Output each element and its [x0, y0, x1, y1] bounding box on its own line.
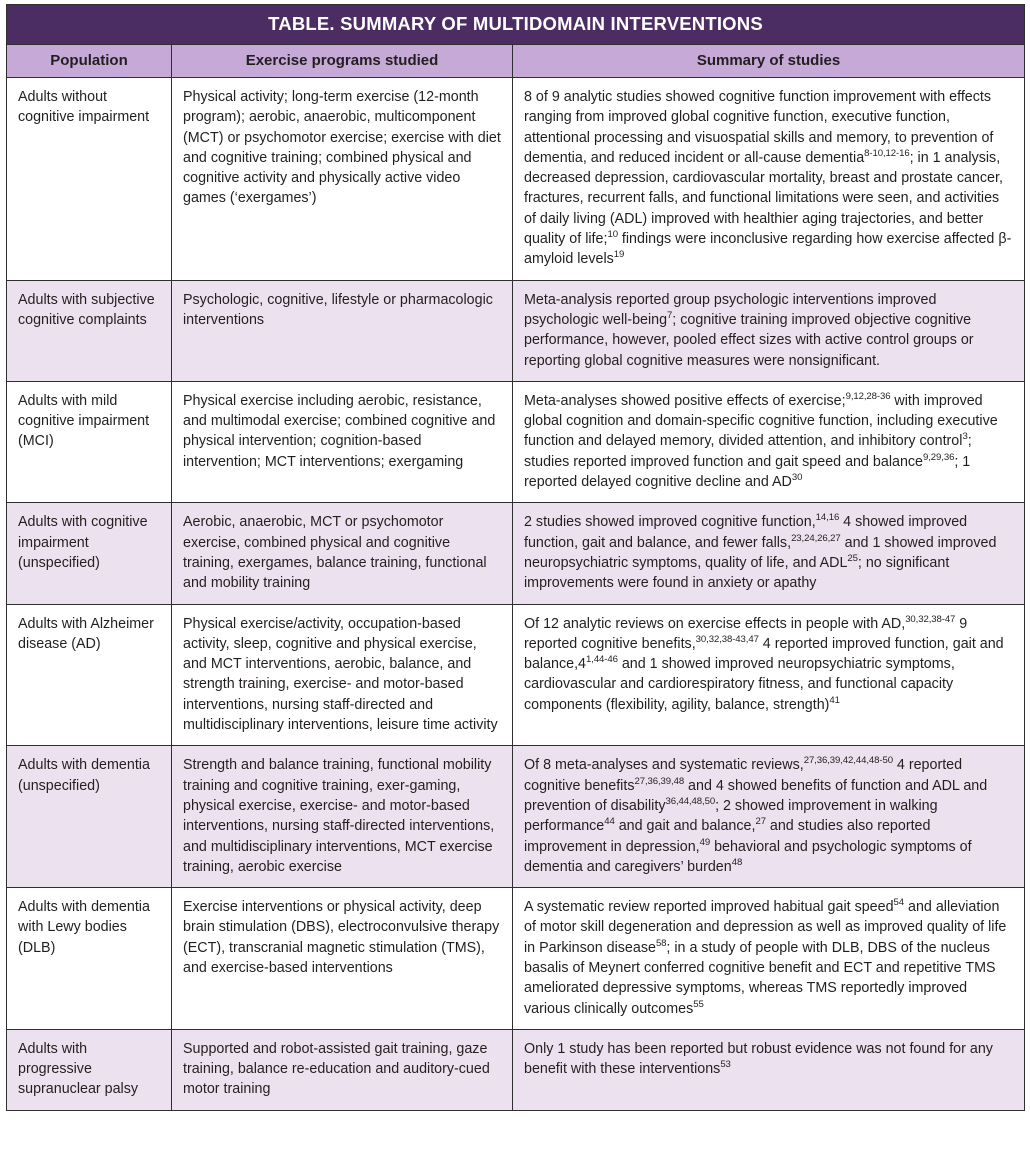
- reference-superscript: 30,32,38-43,47: [695, 634, 759, 646]
- reference-superscript: 48: [731, 857, 743, 869]
- reference-superscript: 19: [613, 249, 625, 261]
- cell-summary: Of 12 analytic reviews on exercise effects in people with AD,$^{30,32,38-47}$ 9 reported cognitive benefits,$^{30,32,38-43,47}$ 4 reported improved function, gait and balance,4$^{1,44-46}$ and 1 showed improved neuropsychiatric symptoms, cardiovascular and cardiorespiratory fitness, and functional capacity components (flexibility, agility, balance, strength)$^{41}$: [513, 604, 1025, 746]
- table-row: [7, 746, 1025, 888]
- cell-population: Adults with dementia with Lewy bodies (DLB): [7, 888, 172, 1030]
- column-header-summary: Summary of studies: [513, 45, 1025, 78]
- cell-exercise-programs: Physical exercise including aerobic, resistance, and multimodal exercise; combined cognitive and physical intervention; cognition-based intervention; MCT interventions; exergaming: [172, 381, 513, 502]
- table-row: [7, 604, 1025, 746]
- cell-population: Adults with dementia (unspecified): [7, 746, 172, 888]
- cell-summary: Of 8 meta-analyses and systematic reviews,$^{27,36,39,42,44,48-50}$ 4 reported cognitive benefits$^{27,36,39,48}$ and 4 showed benefits of function and ADL and prevention of disability$^{36,44,48,50}$; 2 showed improvement in walking performance$^{44}$ and gait and balance,$^{27}$ and studies also reported improvement in depression,$^{49}$ behavioral and psychologic symptoms of dementia and caregivers’ burden$^{48}$: [513, 746, 1025, 888]
- table-head: [7, 5, 1025, 78]
- reference-superscript: 27,36,39,48: [634, 775, 685, 787]
- title-row: [7, 5, 1025, 45]
- summary-table: [6, 4, 1025, 1111]
- table-row: [7, 1029, 1025, 1110]
- column-header-population: Population: [7, 45, 172, 78]
- cell-summary: Meta-analysis reported group psychologic interventions improved psychologic well-being$^7$; cognitive training improved objective cognitive performance, however, pooled effect sizes with active control groups or reporting global cognitive measures were nonsignificant.: [513, 280, 1025, 381]
- table-row: [7, 78, 1025, 281]
- cell-population: Adults with cognitive impairment (unspecified): [7, 503, 172, 604]
- cell-summary: A systematic review reported improved habitual gait speed$^{54}$ and alleviation of motor skill degeneration and depression as well as improved quality of life in Parkinson disease$^{58}$; in a study of people with DLB, DBS of the nucleus basalis of Meynert conferred cognitive benefit and ECT and repetitive TMS ameliorated depressive symptoms, whereas TMS reportedly improved various clinically outcomes$^{55}$: [513, 888, 1025, 1030]
- table-row: [7, 503, 1025, 604]
- reference-superscript: 9,12,28-36: [845, 391, 891, 403]
- cell-population: Adults without cognitive impairment: [7, 78, 172, 281]
- cell-exercise-programs: Aerobic, anaerobic, MCT or psychomotor exercise, combined physical and cognitive training, exergames, balance training, functional and mobility training: [172, 503, 513, 604]
- reference-superscript: 30: [791, 472, 803, 484]
- reference-superscript: 3: [962, 431, 968, 443]
- reference-superscript: 25: [847, 553, 858, 565]
- table-row: [7, 381, 1025, 502]
- reference-superscript: 36,44,48,50: [665, 796, 716, 808]
- reference-superscript: 27: [755, 816, 766, 828]
- cell-population: Adults with subjective cognitive complaints: [7, 280, 172, 381]
- cell-exercise-programs: Physical exercise/activity, occupation-based activity, sleep, cognitive and physical exercise, and MCT interventions, aerobic, balance, and strength training, exercise- and motor-based interventions, nursing staff-directed and multidisciplinary interventions, leisure time activity: [172, 604, 513, 746]
- reference-superscript: 14,16: [815, 512, 840, 524]
- column-header-row: [7, 45, 1025, 78]
- cell-summary: 8 of 9 analytic studies showed cognitive function improvement with effects ranging from improved global cognitive function, executive function, attentional processing and visuospatial skills and memory, to prevention of dementia, and reduced incident or all-cause dementia$^{8-10,12-16}$; in 1 analysis, decreased depression, cardiovascular mortality, breast and prostate cancer, fractures, recurrent falls, and functional limitations were seen, and activities of daily living (ADL) improved with healthier aging trajectories, and better quality of life;$^{10}$ findings were inconclusive regarding how exercise affected β-amyloid levels$^{19}$: [513, 78, 1025, 281]
- reference-superscript: 49: [699, 836, 711, 848]
- cell-exercise-programs: Physical activity; long-term exercise (12-month program); aerobic, anaerobic, multicomponent (MCT) or psychomotor exercise; exercise with diet and cognitive training; combined physical and cognitive activity and physically active video games (‘exergames’): [172, 78, 513, 281]
- reference-superscript: 1,44-46: [586, 654, 618, 666]
- reference-superscript: 30,32,38-47: [905, 613, 956, 625]
- table-body: [7, 78, 1025, 1111]
- reference-superscript: 9,29,36: [923, 451, 955, 463]
- reference-superscript: 23,24,26,27: [791, 532, 841, 544]
- reference-superscript: 44: [604, 816, 615, 828]
- reference-superscript: 7: [667, 310, 673, 322]
- column-header-exercise-programs: Exercise programs studied: [172, 45, 513, 78]
- reference-superscript: 27,36,39,42,44,48-50: [803, 755, 893, 767]
- reference-superscript: 55: [693, 998, 704, 1010]
- table-row: [7, 280, 1025, 381]
- table-row: [7, 888, 1025, 1030]
- reference-superscript: 58: [655, 937, 667, 949]
- reference-superscript: 54: [893, 897, 905, 909]
- cell-summary: 2 studies showed improved cognitive function,$^{14,16}$ 4 showed improved function, gait and balance, and fewer falls,$^{23,24,26,27}$ and 1 showed improved neuropsychiatric symptoms, quality of life, and ADL$^{25}$; no significant improvements were found in anxiety or apathy: [513, 503, 1025, 604]
- cell-population: Adults with Alzheimer disease (AD): [7, 604, 172, 746]
- cell-summary: Meta-analyses showed positive effects of exercise;$^{9,12,28-36}$ with improved global cognition and domain-specific cognitive function, including executive function and delayed memory, divided attention, and inhibitory control$^3$; studies reported improved function and gait speed and balance$^{9,29,36}$; 1 reported delayed cognitive decline and AD$^{30}$: [513, 381, 1025, 502]
- cell-exercise-programs: Exercise interventions or physical activity, deep brain stimulation (DBS), electroconvulsive therapy (ECT), transcranial magnetic stimulation (TMS), and exercise-based interventions: [172, 888, 513, 1030]
- cell-population: Adults with progressive supranuclear palsy: [7, 1029, 172, 1110]
- cell-summary: Only 1 study has been reported but robust evidence was not found for any benefit with these interventions$^{53}$: [513, 1029, 1025, 1110]
- table-title: TABLE. SUMMARY OF MULTIDOMAIN INTERVENTIONS: [7, 5, 1025, 45]
- cell-exercise-programs: Strength and balance training, functional mobility training and cognitive training, exer-gaming, physical exercise, exercise- and motor-based interventions, nursing staff-directed interventions, and multidisciplinary interventions, MCT exercise training, aerobic exercise: [172, 746, 513, 888]
- cell-population: Adults with mild cognitive impairment (MCI): [7, 381, 172, 502]
- reference-superscript: 53: [720, 1059, 731, 1071]
- reference-superscript: 41: [829, 694, 840, 706]
- reference-superscript: 8-10,12-16: [864, 148, 910, 160]
- reference-superscript: 10: [607, 229, 618, 241]
- cell-exercise-programs: Psychologic, cognitive, lifestyle or pharmacologic interventions: [172, 280, 513, 381]
- cell-exercise-programs: Supported and robot-assisted gait training, gaze training, balance re-education and auditory-cued motor training: [172, 1029, 513, 1110]
